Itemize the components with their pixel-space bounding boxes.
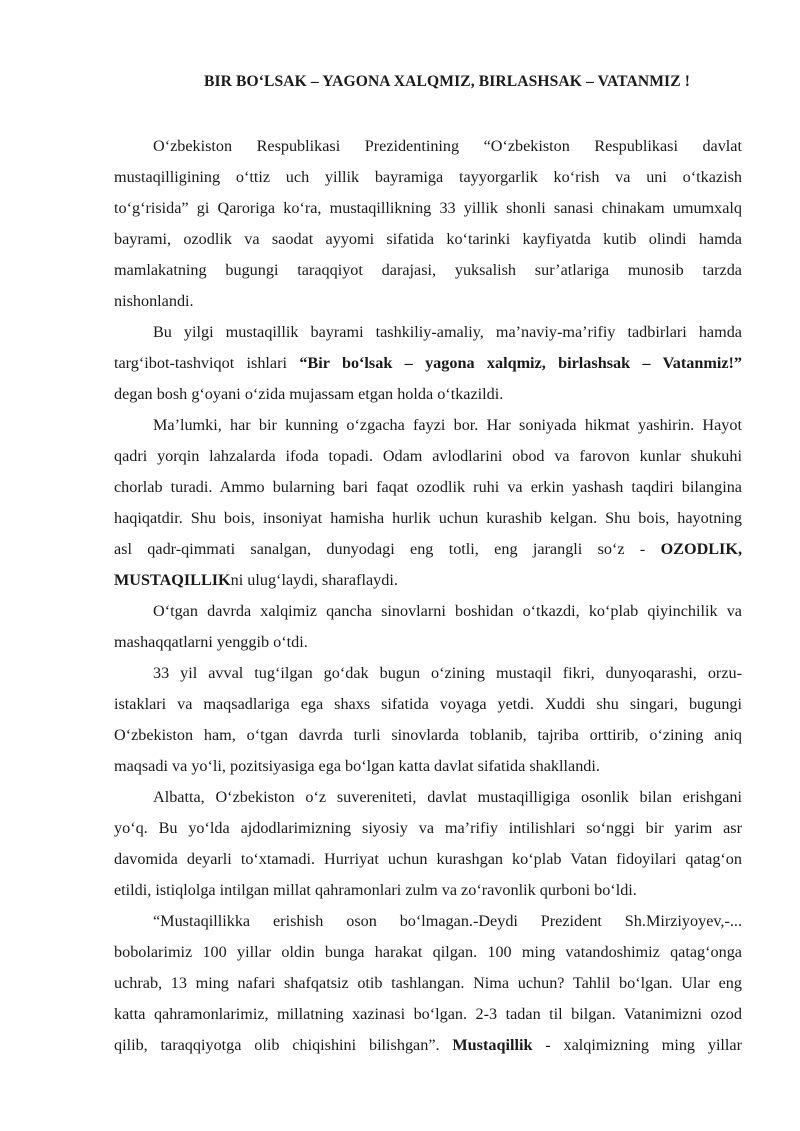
- text-run: etildi, istiqlolga intilgan millat qahramonlari zulm va zo‘ravonlik qurboni bo‘ldi.: [114, 881, 637, 899]
- text-run: to‘g‘risida” gi Qaroriga ko‘ra, mustaqillikning 33 yillik shonli sanasi chinakam umumxalq: [114, 199, 742, 217]
- text-line: [114, 689, 742, 720]
- text-run: qadri yorqin lahzalarda ifoda topadi. Odam avlodlarini obod va farovon kunlar shukuhi: [114, 447, 742, 465]
- text-run: bayrami, ozodlik va saodat ayyomi sifatida ko‘tarinki kayfiyatda kutib olindi hamda: [114, 230, 742, 248]
- text-line: [114, 162, 742, 193]
- text-line: [114, 348, 742, 379]
- text-line: [114, 317, 742, 348]
- text-run: O‘tgan davrda xalqimiz qancha sinovlarni boshidan o‘tkazdi, ko‘plab qiyinchilik va: [153, 602, 742, 620]
- text-line: [114, 813, 742, 844]
- text-line: [114, 751, 742, 782]
- bold-text: OZODLIK,: [660, 540, 742, 558]
- text-run: degan bosh g‘oyani o‘zida mujassam etgan holda o‘tkazildi.: [114, 385, 504, 403]
- text-run: chorlab turadi. Ammo bularning bari faqat ozodlik ruhi va erkin yashash taqdiri bilangina: [114, 478, 742, 496]
- text-run: 33 yil avval tug‘ilgan go‘dak bugun o‘zining mustaqil fikri, dunyoqarashi, orzu-: [153, 664, 742, 682]
- text-run: uchrab, 13 ming nafari shafqatsiz otib tashlangan. Nima uchun? Tahlil bo‘lgan. Ular eng: [114, 974, 742, 992]
- text-run: O‘zbekiston ham, o‘tgan davrda turli sinovlarda toblanib, tajriba orttirib, o‘zining aniq: [114, 726, 742, 744]
- text-run: “Mustaqillikka erishish oson bo‘lmagan.-Deydi Prezident Sh.Mirziyoyev,-...: [153, 912, 742, 930]
- text-run: qilib, taraqqiyotga olib chiqishini bilishgan”.: [114, 1036, 453, 1054]
- text-line: [114, 472, 742, 503]
- document-body: [114, 131, 742, 1061]
- text-line: [114, 627, 742, 658]
- text-line: [114, 534, 742, 565]
- text-run: - xalqimizning ming yillar: [532, 1036, 742, 1054]
- text-line: [114, 410, 742, 441]
- text-run: mashaqqatlarni yenggib o‘tdi.: [114, 633, 308, 651]
- text-run: mustaqilligining o‘ttiz uch yillik bayramiga tayyorgarlik ko‘rish va uni o‘tkazish: [114, 168, 742, 186]
- text-line: [114, 596, 742, 627]
- text-line: [114, 1030, 742, 1061]
- text-run: haqiqatdir. Shu bois, insoniyat hamisha hurlik uchun kurashib kelgan. Shu bois, hayotning: [114, 509, 742, 527]
- text-run: Bu yilgi mustaqillik bayrami tashkiliy-amaliy, ma’naviy-ma’rifiy tadbirlari hamda: [153, 323, 742, 341]
- text-line: [114, 255, 742, 286]
- bold-text: Mustaqillik: [452, 1036, 533, 1054]
- text-line: [114, 503, 742, 534]
- text-line: [114, 937, 742, 968]
- text-run: asl qadr-qimmati sanalgan, dunyodagi eng totli, eng jarangli so‘z -: [114, 540, 661, 558]
- text-line: [114, 441, 742, 472]
- text-line: [114, 286, 742, 317]
- text-line: [114, 782, 742, 813]
- text-line: [114, 379, 742, 410]
- text-run: ni ulug‘laydi, sharaflaydi.: [230, 571, 398, 589]
- text-run: Albatta, O‘zbekiston o‘z suvereniteti, davlat mustaqilligiga osonlik bilan erishgani: [153, 788, 742, 806]
- document-title: BIR BO‘LSAK – YAGONA XALQMIZ, BIRLASHSAK – VATANMIZ !: [203, 73, 691, 90]
- text-run: istaklari va maqsadlariga ega shaxs sifatida voyaga yetdi. Xuddi shu singari, bugungi: [114, 695, 742, 713]
- text-line: [114, 193, 742, 224]
- text-run: targ‘ibot-tashviqot ishlari: [114, 354, 300, 372]
- text-run: maqsadi va yo‘li, pozitsiyasiga ega bo‘lgan katta davlat sifatida shakllandi.: [114, 757, 600, 775]
- text-run: yo‘q. Bu yo‘lda ajdodlarimizning siyosiy va ma’rifiy intilishlari so‘nggi bir yarim asr: [114, 819, 742, 837]
- text-line: [114, 720, 742, 751]
- text-line: [114, 224, 742, 255]
- text-line: [114, 906, 742, 937]
- bold-text: “Bir bo‘lsak – yagona xalqmiz, birlashsak – Vatanmiz!”: [299, 354, 742, 372]
- text-run: katta qahramonlarimiz, millatning xazinasi bo‘lgan. 2-3 tadan til bilgan. Vatanimizni ozod: [114, 1005, 742, 1023]
- text-line: [114, 968, 742, 999]
- text-run: mamlakatning bugungi taraqqiyot darajasi, yuksalish sur’atlariga munosib tarzda: [114, 261, 742, 279]
- text-run: Ma’lumki, har bir kunning o‘zgacha fayzi bor. Har soniyada hikmat yashirin. Hayot: [153, 416, 742, 434]
- text-run: O‘zbekiston Respublikasi Prezidentining “O‘zbekiston Respublikasi davlat: [153, 137, 742, 155]
- text-run: nishonlandi.: [114, 292, 194, 310]
- text-run: bobolarimiz 100 yillar oldin bunga harakat qilgan. 100 ming vatandoshimiz qatag‘onga: [114, 943, 742, 961]
- text-line: [114, 875, 742, 906]
- text-run: davomida deyarli to‘xtamadi. Hurriyat uchun kurashgan ko‘plab Vatan fidoyilari qatag‘on: [114, 850, 742, 868]
- text-line: [114, 999, 742, 1030]
- text-line: [114, 658, 742, 689]
- text-line: [114, 844, 742, 875]
- text-line: [114, 131, 742, 162]
- bold-text: MUSTAQILLIK: [114, 571, 231, 589]
- text-line: [114, 565, 742, 596]
